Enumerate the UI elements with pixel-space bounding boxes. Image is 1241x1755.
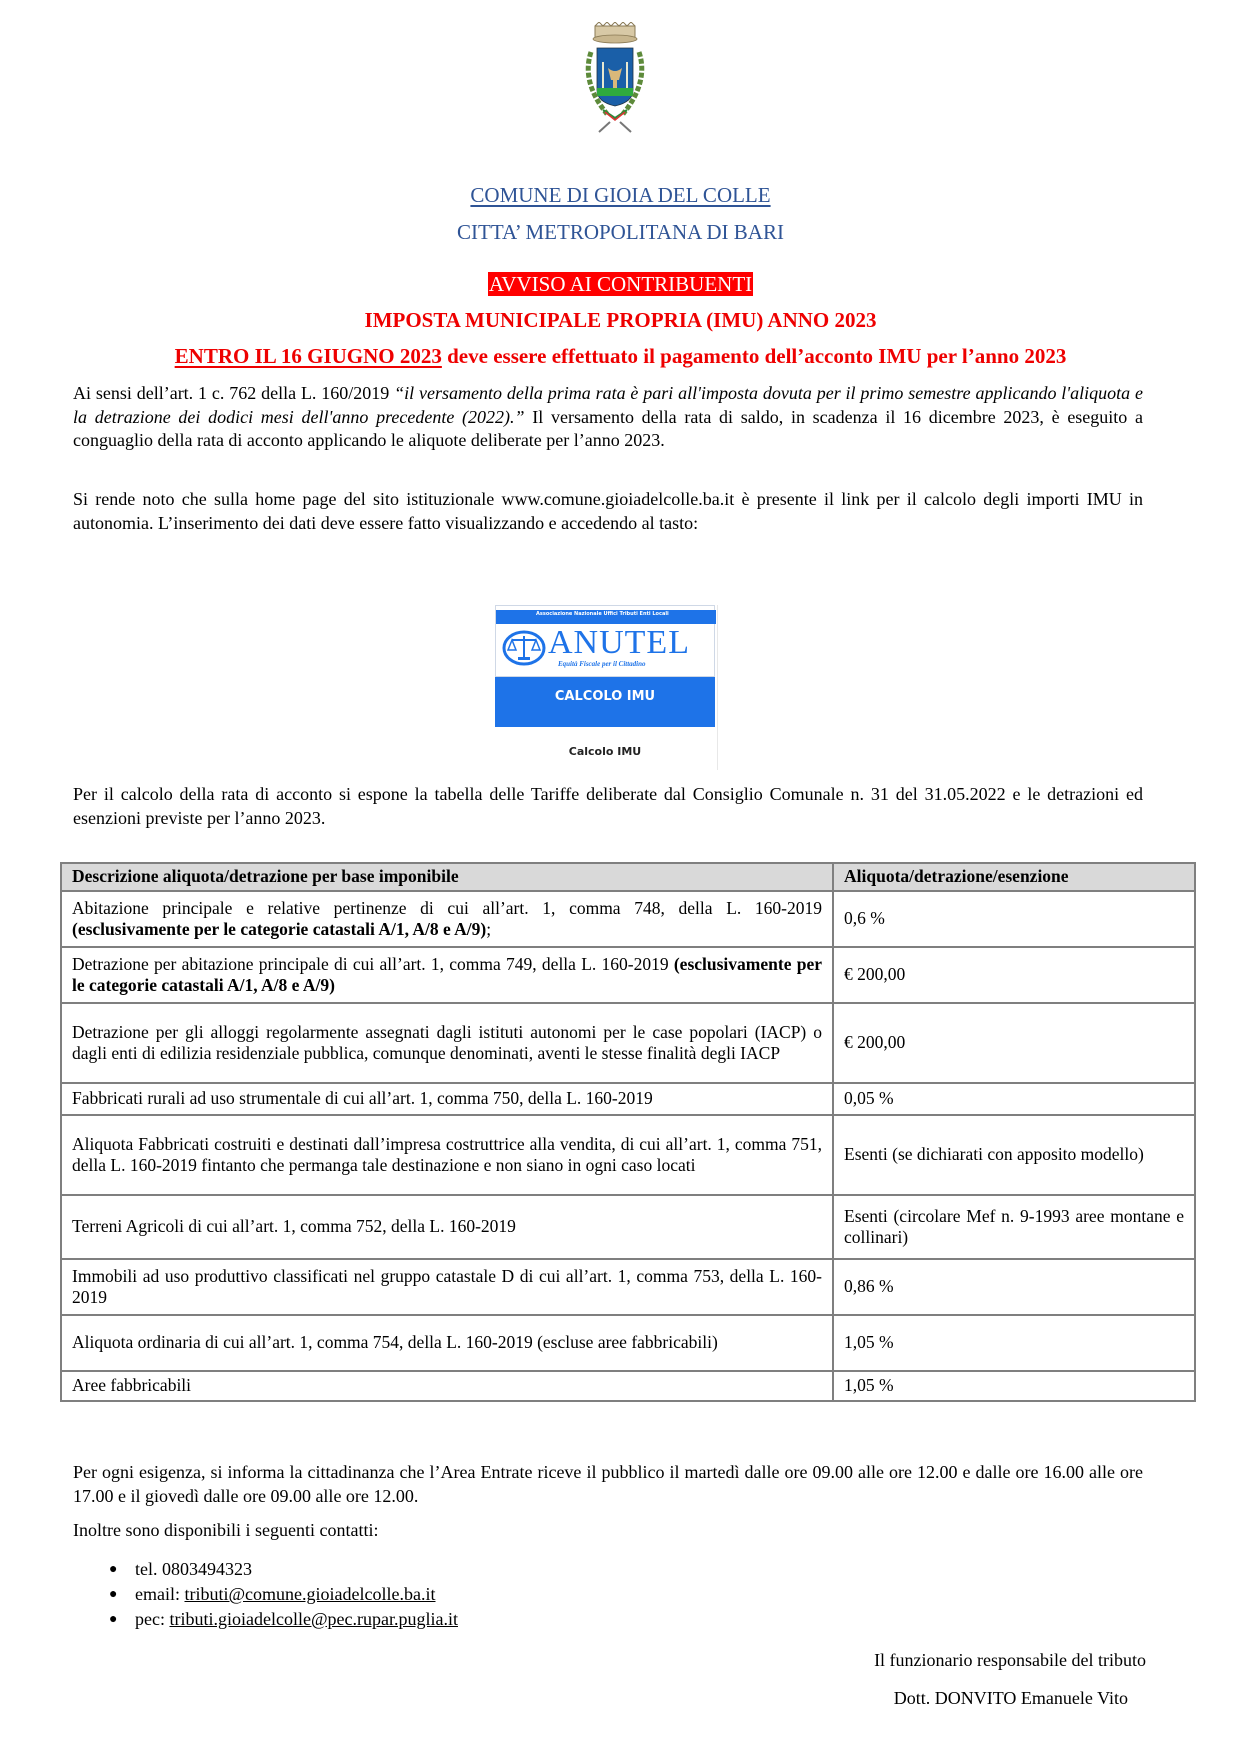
- table-row: Aliquota ordinaria di cui all’art. 1, comma 754, della L. 160-2019 (escluse aree fabbricabili) 1,05 %: [61, 1315, 1195, 1371]
- rates-table: [60, 862, 1196, 1402]
- contact-phone: ● tel. 0803494323: [95, 1557, 458, 1582]
- intro-paragraph: Ai sensi dell’art. 1 c. 762 della L. 160/2019 “il versamento della prima rata è pari all'imposta dovuta per il primo semestre applicando l'aliquota e la detrazione dei dodici mesi dell'anno precedente (2022).” Il versamento della rata di saldo, in scadenza il 16 dicembre 2023, è eseguito a conguaglio della rata di acconto applicando le aliquote deliberate per l’anno 2023.: [73, 383, 1144, 450]
- municipality-name: COMUNE DI GIOIA DEL COLLE: [470, 183, 771, 207]
- table-row: Detrazione per gli alloggi regolarmente assegnati dagli istituti autonomi per le case popolari (IACP) o dagli enti di edilizia residenziale pubblica, comunque denominati, aventi le stesse finalità degli IACP € 200,00: [61, 1003, 1195, 1083]
- table-header-row: [61, 863, 1195, 891]
- bullet-icon: ●: [109, 1612, 118, 1627]
- anutel-calcolo-imu-button[interactable]: Associazione Nazionale Uffici Tributi Enti Locali ANUTEL Equità Fiscale per il Cittadino CALCOLO IMU Calcolo IMU: [495, 605, 720, 770]
- notice-label: AVVISO AI CONTRIBUENTI: [488, 272, 753, 296]
- law-quote: “il versamento della prima rata è pari all'imposta dovuta per il primo semestre applicando l'aliquota e la detrazione dei dodici mesi dell'anno precedente (2022).”: [73, 383, 1144, 427]
- column-header-rate: Aliquota/detrazione/esenzione: [833, 863, 1195, 891]
- table-row: Abitazione principale e relative pertinenze di cui all’art. 1, comma 748, della L. 160-2019 (esclusivamente per le categorie catastali A/1, A/8 e A/9); 0,6 %: [61, 891, 1195, 947]
- table-row: Immobili ad uso produttivo classificati nel gruppo catastale D di cui all’art. 1, comma 753, della L. 160-2019 0,86 %: [61, 1259, 1195, 1315]
- scales-of-justice-icon: [502, 624, 546, 668]
- signatory-role: Il funzionario responsabile del tributo: [874, 1650, 1146, 1670]
- column-header-description: Descrizione aliquota/detrazione per base imponibile: [61, 863, 833, 891]
- table-row: Fabbricati rurali ad uso strumentale di cui all’art. 1, comma 750, della L. 160-2019 0,05 %: [61, 1083, 1195, 1115]
- contacts-list: [95, 1557, 458, 1632]
- bullet-icon: ●: [109, 1562, 118, 1577]
- signatory-name: Dott. DONVITO Emanuele Vito: [893, 1688, 1128, 1708]
- website-paragraph: Si rende noto che sulla home page del sito istituzionale www.comune.gioiadelcolle.ba.it è presente il link per il calcolo degli importi IMU in autonomia. L’inserimento dei dati deve essere fatto visualizzando e accedendo al tasto:: [73, 489, 1143, 533]
- notice-title: IMPOSTA MUNICIPALE PROPRIA (IMU) ANNO 2023: [364, 308, 877, 332]
- calcolo-imu-caption: Calcolo IMU: [568, 745, 642, 758]
- table-row: Terreni Agricoli di cui all’art. 1, comma 752, della L. 160-2019 Esenti (circolare Mef n. 9-1993 aree montane e collinari): [61, 1195, 1195, 1259]
- contact-pec: ● pec: tributi.gioiadelcolle@pec.rupar.puglia.it: [95, 1607, 458, 1632]
- office-hours-paragraph: Per ogni esigenza, si informa la cittadinanza che l’Area Entrate riceve il pubblico il martedì dalle ore 09.00 alle ore 12.00 e dalle ore 16.00 alle ore 17.00 e il giovedì dalle ore 09.00 alle ore 12.00.: [73, 1462, 1143, 1506]
- table-row: Detrazione per abitazione principale di cui all’art. 1, comma 749, della L. 160-2019 (esclusivamente per le categorie catastali A/1, A/8 e A/9) € 200,00: [61, 947, 1195, 1003]
- calcolo-imu-label: CALCOLO IMU: [554, 689, 656, 704]
- table-row: Aliquota Fabbricati costruiti e destinati dall’impresa costruttrice alla vendita, di cui all’art. 1, comma 751, della L. 160-2019 fintanto che permanga tale destinazione e non siano in ogni caso locati Esenti (se dichiarati con apposito modello): [61, 1115, 1195, 1195]
- municipal-crest-icon: [555, 22, 675, 137]
- table-intro-paragraph: Per il calcolo della rata di acconto si espone la tabella delle Tariffe deliberate dal Consiglio Comunale n. 31 del 31.05.2022 e le detrazioni ed esenzioni previste per l’anno 2023.: [73, 784, 1143, 828]
- anutel-logo-text: ANUTEL: [548, 624, 690, 661]
- notice-banner: [0, 272, 1241, 296]
- payment-deadline: ENTRO IL 16 GIUGNO 2023 deve essere effettuato il pagamento dell’acconto IMU per l’anno 2023: [174, 344, 1067, 368]
- contact-email: ● email: tributi@comune.gioiadelcolle.ba.it: [95, 1582, 458, 1607]
- table-row: Aree fabbricabili 1,05 %: [61, 1371, 1195, 1401]
- deadline-date: ENTRO IL 16 GIUGNO 2023: [174, 344, 442, 368]
- metropolitan-city: CITTA’ METROPOLITANA DI BARI: [457, 220, 784, 244]
- pec-link[interactable]: tributi.gioiadelcolle@pec.rupar.puglia.it: [169, 1609, 458, 1629]
- email-link[interactable]: tributi@comune.gioiadelcolle.ba.it: [184, 1584, 436, 1604]
- bullet-icon: ●: [109, 1587, 118, 1602]
- contacts-intro: Inoltre sono disponibili i seguenti contatti:: [73, 1520, 379, 1540]
